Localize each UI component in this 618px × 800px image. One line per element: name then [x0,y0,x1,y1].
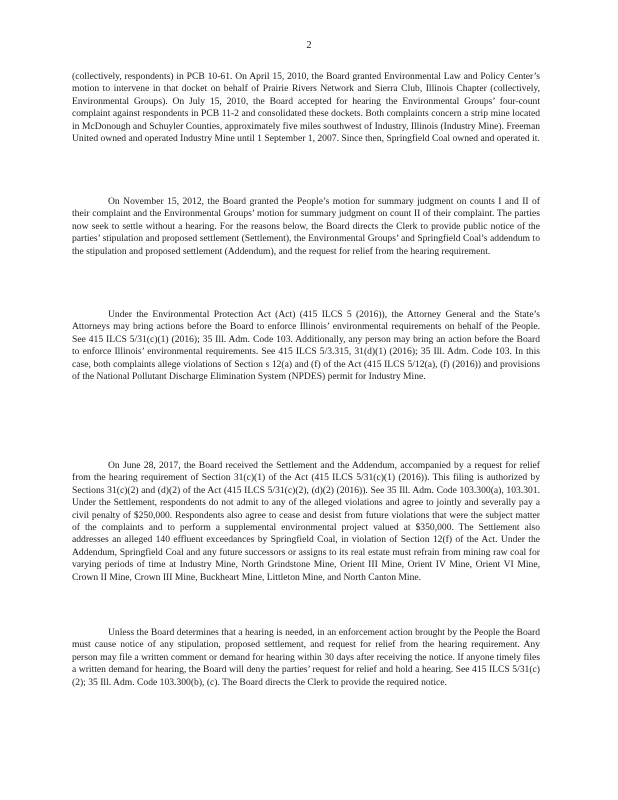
paragraph-public-notice: Unless the Board determines that a hearing is needed, in an enforcement action brought by the People the Board must cause notice of any stipulation, proposed settlement, and request for relief from the hearing requirement. Any person may file a written comment or demand for hearing within 30 days after receiving the notice. If anyone timely files a written demand for hearing, the Board will deny the parties’ request for relief and hold a hearing. See 415 ILCS 5/31(c)(2); 35 Ill. Adm. Code 103.300(b), (c). The Board directs the Clerk to provide the required notice. [72,627,540,688]
paragraph-settlement-terms: On June 28, 2017, the Board received the Settlement and the Addendum, accompanied by a request for relief from the hearing requirement of Section 31(c)(1) of the Act (415 ILCS 5/31(c)(1) (2016)). This filing is authorized by Sections 31(c)(2) and (d)(2) of the Act (415 ILCS 5/31(c)(2), (d)(2) (2016)). See 35 Ill. Adm. Code 103.300(a), 103.301. Under the Settlement, respondents do not admit to any of the alleged violations and agree to jointly and severally pay a civil penalty of $250,000. Respondents also agree to cease and desist from future violations that were the subject matter of the complaints and to perform a supplemental environmental project valued at $350,000. The Settlement also addresses an alleged 140 effluent exceedances by Springfield Coal, in violation of Section 12(f) of the Act. Under the Addendum, Springfield Coal and any future successors or assigns to its real estate must refrain from mining raw coal for varying periods of time at Industry Mine, North Grindstone Mine, Orient III Mine, Orient IV Mine, Orient VI Mine, Crown II Mine, Crown III Mine, Buckheart Mine, Littleton Mine, and North Canton Mine. [72,460,540,583]
paragraph-statutory-framework: Under the Environmental Protection Act (Act) (415 ILCS 5 (2016)), the Attorney General and the State’s Attorneys may bring actions before the Board to enforce Illinois’ environmental requirements on behalf of the People. See 415 ILCS 5/31(c)(1) (2016); 35 Ill. Adm. Code 103. Additionally, any person may bring an action before the Board to enforce Illinois’ environmental requirements. See 415 ILCS 5/3.315, 31(d)(1) (2016); 35 Ill. Adm. Code 103. In this case, both complaints allege violations of Section s 12(a) and (f) of the Act (415 ILCS 5/12(a), (f) (2016)) and provisions of the National Pollutant Discharge Elimination System (NPDES) permit for Industry Mine. [72,309,540,383]
page-number: 2 [306,40,312,51]
paragraph-summary-judgment: On November 15, 2012, the Board granted the People’s motion for summary judgment on counts I and II of their complaint and the Environmental Groups’ motion for summary judgment on count II of their complaint. The parties now seek to settle without a hearing. For the reasons below, the Board directs the Clerk to provide public notice of the parties’ stipulation and proposed settlement (Settlement), the Environmental Groups’ and Springfield Coal’s addendum to the stipulation and proposed settlement (Addendum), and the request for relief from the hearing requirement. [72,196,540,257]
paragraph-background: (collectively, respondents) in PCB 10-61. On April 15, 2010, the Board granted Environmental Law and Policy Center’s motion to intervene in that docket on behalf of Prairie Rivers Network and Sierra Club, Illinois Chapter (collectively, Environmental Groups). On July 15, 2010, the Board accepted for hearing the Environmental Groups’ four-count complaint against respondents in PCB 11-2 and consolidated these dockets. Both complaints concern a strip mine located in McDonough and Schuyler Counties, approximately five miles southwest of Industry, Illinois (Industry Mine). Freeman United owned and operated Industry Mine until 1 September 1, 2007. Since then, Springfield Coal owned and operated it. [72,71,540,145]
